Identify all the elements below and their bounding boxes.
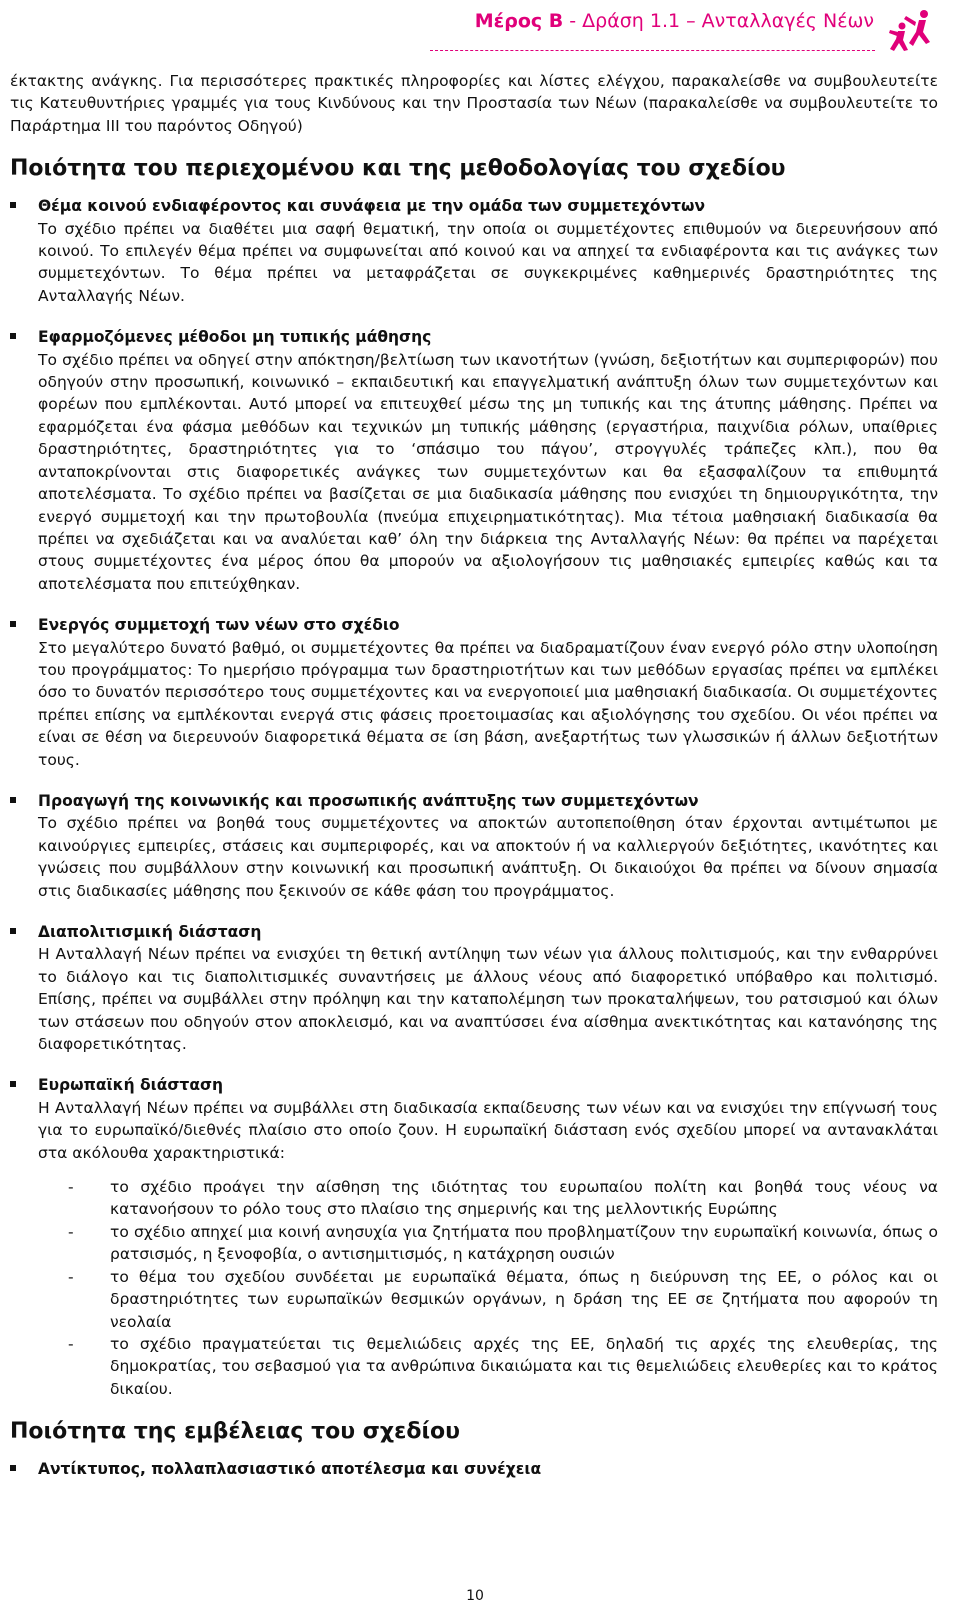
- header-part: Μέρος Β: [474, 10, 564, 32]
- list-item-text: το σχέδιο πραγματεύεται τις θεμελιώδεις αρχές της ΕΕ, δηλαδή τις αρχές της ελευθερίας, της δημοκρατίας, του σεβασμού για τα ανθρώπινα δικαιώματα και τις θεμελιώδεις ελευθερίες και το κράτος δικαίου.: [110, 1334, 938, 1398]
- section-active-participation: [10, 614, 938, 771]
- dash-marker: -: [68, 1178, 74, 1197]
- list-item-text: το σχέδιο απηχεί μια κοινή ανησυχία για ζητήματα που προβληματίζουν την ευρωπαϊκή κοινωνία, όπως ο ρατσισμός, η ξενοφοβία, ο αντισημιτισμός, η κατάχρηση ουσιών: [110, 1222, 938, 1264]
- list-item: [38, 1221, 938, 1266]
- section-personal-development: [10, 790, 938, 902]
- section-body: Το σχέδιο πρέπει να βοηθά τους συμμετέχοντες να αποκτών αυτοπεποίθηση όταν έρχονται αντιμέτωποι με καινούργιες εμπειρίες, στάσεις και συμπεριφορές, και να αποκτούν ή να καλλιεργούν δεξιότητες, ικανότητες και γνώσεις που συμβάλλουν στην κοινωνική και προσωπική ανάπτυξη. Οι δικαιούχοι θα πρέπει να δίνουν σημασία στις διαδικασίες μάθησης που ξεκινούν σε κάθε φάση του προγράμματος.: [38, 814, 938, 900]
- page-header: [0, 0, 960, 56]
- section-intercultural: [10, 921, 938, 1055]
- heading-content-quality: Ποιότητα του περιεχομένου και της μεθοδολογίας του σχεδίου: [10, 156, 786, 182]
- list-item: [38, 1176, 938, 1221]
- section-title: Διαπολιτισμική διάσταση: [38, 923, 262, 941]
- section-title: Εφαρμοζόμενες μέθοδοι μη τυπικής μάθησης: [38, 328, 432, 347]
- dash-marker: -: [68, 1222, 74, 1241]
- square-bullet-icon: [10, 928, 16, 934]
- header-rule: [430, 50, 875, 51]
- section-non-formal-methods: [10, 326, 938, 595]
- section-body: Η Ανταλλαγή Νέων πρέπει να ενισχύει τη θετική αντίληψη των νέων για άλλους πολιτισμούς, και την ενθαρρύνει το διάλογο και τις διαπολιτισμικές συναντήσεις με άλλους νέους από διαφορετικό υπόβαθρο και πολιτισμό. Επίσης, πρέπει να συμβάλλει στην πρόληψη και την καταπολέμηση των προκαταλήψεων, του ρατσισμού και όλων των στάσεων που οδηγούν στον αποκλεισμό, και να αναπτύσσει ένα αίσθημα ανεκτικότητας και κατανόησης της διαφορετικότητας.: [38, 945, 938, 1054]
- heading-scope-quality: Ποιότητα της εμβέλειας του σχεδίου: [10, 1419, 461, 1445]
- header-subtitle: - Δράση 1.1 – Ανταλλαγές Νέων: [563, 10, 874, 32]
- square-bullet-icon: [10, 1465, 16, 1471]
- page-number: 10: [466, 1588, 484, 1604]
- list-item-text: το σχέδιο προάγει την αίσθηση της ιδιότητας του ευρωπαίου πολίτη και βοηθά τους νέους να κατανοήσουν το ρόλο τους στο πλαίσιο της σημερινής και της μελλοντικής Ευρώπης: [110, 1178, 938, 1219]
- square-bullet-icon: [10, 797, 16, 803]
- square-bullet-icon: [10, 1081, 16, 1087]
- section-european-dimension: [10, 1074, 938, 1400]
- list-item: [38, 1266, 938, 1333]
- square-bullet-icon: [10, 202, 16, 208]
- section-title: Ενεργός συμμετοχή των νέων στο σχέδιο: [38, 616, 400, 635]
- section-body: Στο μεγαλύτερο δυνατό βαθμό, οι συμμετέχοντες θα πρέπει να διαδραματίζουν έναν ενεργό ρόλο στην υλοποίηση του προγράμματος: Το ημερήσιο πρόγραμμα των δραστηριοτήτων και των μεθόδων εργασίας πρέπει να εμπλέκει όσο το δυνατόν περισσότερο τους συμμετέχοντες και να ενεργοποιεί μια μαθησιακή διαδικασία. Οι συμμετέχοντες πρέπει επίσης να εμπλέκονται ενεργά στις φάσεις προετοιμασίας και αξιολόγησης του σχεδίου. Οι νέοι πρέπει να είναι σε θέση να διερευνούν διαφορετικά θέματα σε ίση βάση, ανεξαρτήτως των γλωσσικών ή άλλων δεξιοτήτων τους.: [38, 638, 939, 769]
- section-common-interest: [10, 195, 938, 307]
- list-item-text: το θέμα του σχεδίου συνδέεται με ευρωπαϊκά θέματα, όπως η διεύρυνση της ΕΕ, ο ρόλος και οι δραστηριότητες των ευρωπαϊκών θεσμικών οργάνων, η δράση της ΕΕ σε ζητήματα που αφορούν τη νεολαία: [110, 1267, 938, 1331]
- intro-paragraph: έκτακτης ανάγκης. Για περισσότερες πρακτικές πληροφορίες και λίστες ελέγχου, παρακαλείσθε να συμβουλευτείτε τις Κατευθυντήριες γραμμές για τους Κινδύνους και την Προστασία των Νέων (παρακαλείσθε να συμβουλευτείτε το Παράρτημα III του παρόντος Οδηγού): [10, 72, 938, 135]
- list-item: [38, 1333, 938, 1400]
- section-title: Θέμα κοινού ενδιαφέροντος και συνάφεια με την ομάδα των συμμετεχόντων: [38, 197, 706, 216]
- section-body: Η Ανταλλαγή Νέων πρέπει να συμβάλλει στη διαδικασία εκπαίδευσης των νέων και να ενισχύει την επίγνωσή τους για το ευρωπαϊκό/διεθνές πλαίσιο στο οποίο ζουν. Η ευρωπαϊκή διάσταση ενός σχεδίου μπορεί να αντανακλάται στα ακόλουθα χαρακτηριστικά:: [38, 1098, 938, 1162]
- square-bullet-icon: [10, 333, 16, 339]
- european-characteristics-list: [38, 1176, 938, 1400]
- square-bullet-icon: [10, 621, 16, 627]
- dash-marker: -: [68, 1334, 74, 1353]
- section-title: Ευρωπαϊκή διάσταση: [38, 1076, 224, 1095]
- page-content: [10, 70, 938, 1500]
- section-body: Το σχέδιο πρέπει να διαθέτει μια σαφή θεματική, την οποία οι συμμετέχοντες επιθυμούν να διερευνήσουν από κοινού. Το επιλεγέν θέμα πρέπει να συμφωνείται από κοινού και να απηχεί τα ενδιαφέροντα και τις ανάγκες των συμμετεχόντων. Το θέμα πρέπει να μεταφράζεται σε συγκεκριμένες καθημερινές δραστηριότητες της Ανταλλαγής Νέων.: [38, 219, 938, 305]
- dash-marker: -: [68, 1267, 74, 1286]
- section-body: Το σχέδιο πρέπει να οδηγεί στην απόκτηση/βελτίωση των ικανοτήτων (γνώση, δεξιοτήτων και συμπεριφορών) που οδηγούν στην προσωπική, κοινωνικό – εκπαιδευτική και επαγγελματική ανάπτυξη όλων των συμμετεχόντων και φορέων που εμπλέκονται. Αυτό μπορεί να επιτευχθεί μέσω της μη τυπικής και της άτυπης μάθησης. Πρέπει να εφαρμόζεται ένα φάσμα μεθόδων και τεχνικών μη τυπικής μάθησης (εργαστήρια, παιχνίδια ρόλων, υπαίθριες δραστηριότητες, δραστηριότητες για το ‘σπάσιμο του πάγου’, στρογγυλές τράπεζες κλπ.), που θα ανταποκρίνονται στις διαφορετικές ανάγκες των συμμετεχόντων και θα εξασφαλίζουν τα επιθυμητά αποτελέσματα. Το σχέδιο πρέπει να βασίζεται σε μια διαδικασία μάθησης που ενισχύει τη δημιουργικότητα, την ενεργό συμμετοχή και την πρωτοβουλία (πνεύμα επιχειρηματικότητας). Μια τέτοια μαθησιακή διαδικασία θα πρέπει να σχεδιάζεται και να αναλύεται καθ’ όλη την διάρκεια της Ανταλλαγής Νέων: θα πρέπει να παρέχεται στους συμμετέχοντες ένα μέρος όπου θα μπορούν να αξιολογήσουν τις μαθησιακές εμπειρίες καθώς και τα αποτελέσματα που επιτεύχθηκαν.: [38, 350, 938, 593]
- header-title: [475, 10, 874, 32]
- youth-figures-logo-icon: [886, 8, 934, 54]
- section-impact: [10, 1458, 938, 1480]
- section-title: Προαγωγή της κοινωνικής και προσωπικής ανάπτυξης των συμμετεχόντων: [38, 791, 699, 810]
- section-title: Αντίκτυπος, πολλαπλασιαστικό αποτέλεσμα και συνέχεια: [38, 1460, 542, 1479]
